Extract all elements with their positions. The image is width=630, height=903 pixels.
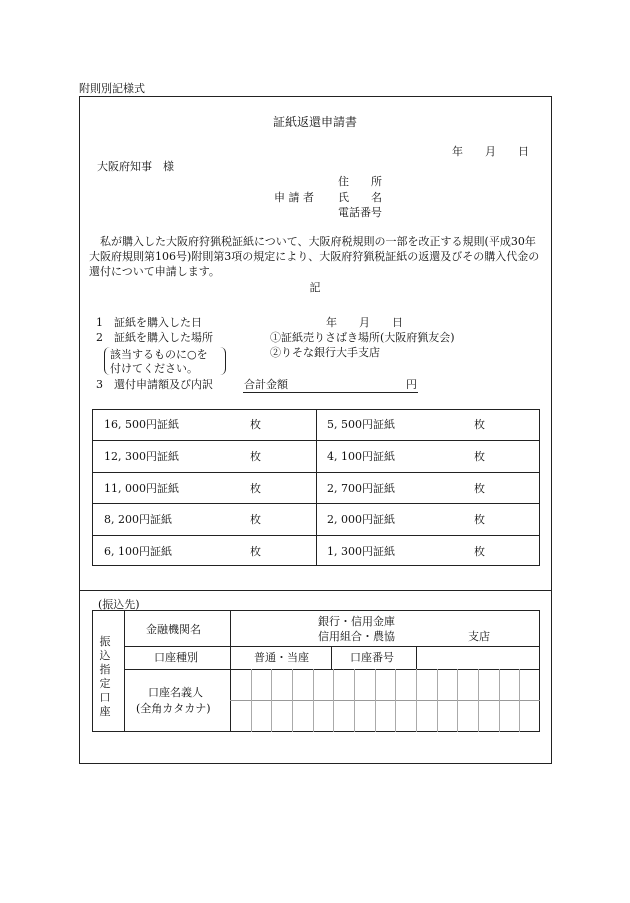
stamp-table-row-line [92, 472, 540, 473]
account-holder-note: (全角カタカナ) [136, 702, 211, 715]
item2-label: 2 証紙を購入した場所 [96, 331, 213, 344]
stamp-denomination-left: 11, 000円証紙 [104, 482, 179, 495]
stamp-count-unit: 枚 [474, 545, 485, 558]
holder-grid-cell-divider [395, 669, 396, 732]
stamp-table-row-line [92, 535, 540, 536]
holder-grid-cell-divider [478, 669, 479, 732]
bank-table-line [124, 610, 125, 732]
stamp-denomination-left: 12, 300円証紙 [104, 450, 179, 463]
stamp-table-row-line [92, 503, 540, 504]
stamp-denomination-right: 4, 100円証紙 [327, 450, 395, 463]
total-amount-unit: 円 [406, 378, 417, 391]
stamp-count-unit: 枚 [250, 513, 261, 526]
total-amount-label: 合計金額 [244, 378, 288, 391]
stamp-count-unit: 枚 [250, 418, 261, 431]
branch-label: 支店 [468, 630, 490, 643]
holder-grid-cell-divider [313, 669, 314, 732]
holder-grid-cell-divider [251, 669, 252, 732]
item1-date: 年 月 日 [326, 316, 403, 329]
holder-grid-cell-divider [333, 669, 334, 732]
total-amount-underline [243, 392, 418, 393]
stamp-count-unit: 枚 [474, 513, 485, 526]
transfer-heading: (振込先) [98, 598, 140, 611]
holder-grid-cell-divider [271, 669, 272, 732]
applicant-name-label: 氏 名 [338, 191, 382, 204]
stamp-denomination-right: 2, 700円証紙 [327, 482, 395, 495]
stamp-count-unit: 枚 [250, 482, 261, 495]
holder-grid-cell-divider [375, 669, 376, 732]
application-body-text: 私が購入した大阪府狩猟税証紙について、大阪府税規則の一部を改正する規則(平成30年大阪府規則第106号)附則第3項の規定により、大阪府狩猟税証紙の返還及びその購入代金の還付について申請します。 [89, 235, 540, 278]
bank-table-line [230, 610, 231, 732]
holder-grid-cell-divider [499, 669, 500, 732]
stamp-denomination-left: 16, 500円証紙 [104, 418, 179, 431]
bank-table-line [416, 646, 417, 669]
institution-label: 金融機関名 [146, 623, 201, 636]
stamp-denomination-left: 6, 100円証紙 [104, 545, 172, 558]
institution-type-line-2: 信用組合・農協 [318, 630, 395, 643]
stamp-count-unit: 枚 [250, 545, 261, 558]
stamp-count-unit: 枚 [474, 418, 485, 431]
stamp-denomination-right: 2, 000円証紙 [327, 513, 395, 526]
item1-label: 1 証紙を購入した日 [96, 316, 202, 329]
purchase-place-option-2: ②りそな銀行大手支店 [270, 346, 380, 359]
holder-grid-cell-divider [354, 669, 355, 732]
stamp-table-center-line [316, 409, 317, 566]
holder-grid-cell-divider [416, 669, 417, 732]
addressee: 大阪府知事 様 [97, 160, 174, 173]
stamp-count-unit: 枚 [474, 450, 485, 463]
applicant-address-label: 住 所 [338, 175, 382, 188]
ki-mark: 記 [309, 281, 321, 294]
stamp-count-unit: 枚 [474, 482, 485, 495]
date-line: 年 月 日 [452, 145, 529, 158]
account-type-label: 口座種別 [154, 651, 198, 664]
institution-type-line-1: 銀行・信用金庫 [318, 615, 395, 628]
account-side-label: 振込指定口座 [99, 635, 111, 718]
holder-grid-cell-divider [519, 669, 520, 732]
stamp-table-row-line [92, 440, 540, 441]
account-number-label: 口座番号 [350, 651, 394, 664]
holder-grid-cell-divider [292, 669, 293, 732]
account-type-value: 普通・当座 [254, 651, 309, 664]
applicant-phone-label: 電話番号 [338, 206, 382, 219]
form-label: 附則別記様式 [79, 82, 145, 95]
stamp-denomination-right: 1, 300円証紙 [327, 545, 395, 558]
holder-grid-cell-divider [437, 669, 438, 732]
item3-label: 3 還付申請額及び内訳 [96, 378, 213, 391]
bank-table-line [331, 646, 332, 669]
applicant-label: 申 請 者 [274, 191, 314, 204]
stamp-count-unit: 枚 [250, 450, 261, 463]
holder-grid-cell-divider [457, 669, 458, 732]
bank-table-line [124, 646, 540, 647]
note-line-2: 付けてください。 [110, 362, 198, 375]
section-divider [79, 590, 552, 591]
stamp-denomination-left: 8, 200円証紙 [104, 513, 172, 526]
holder-grid-midline [230, 700, 540, 701]
stamp-denomination-right: 5, 500円証紙 [327, 418, 395, 431]
note-line-1: 該当するものに○を [110, 348, 208, 361]
account-holder-label: 口座名義人 [148, 686, 203, 699]
document-title: 証紙返還申請書 [272, 115, 357, 129]
purchase-place-option-1: ①証紙売りさばき場所(大阪府猟友会) [270, 331, 455, 344]
